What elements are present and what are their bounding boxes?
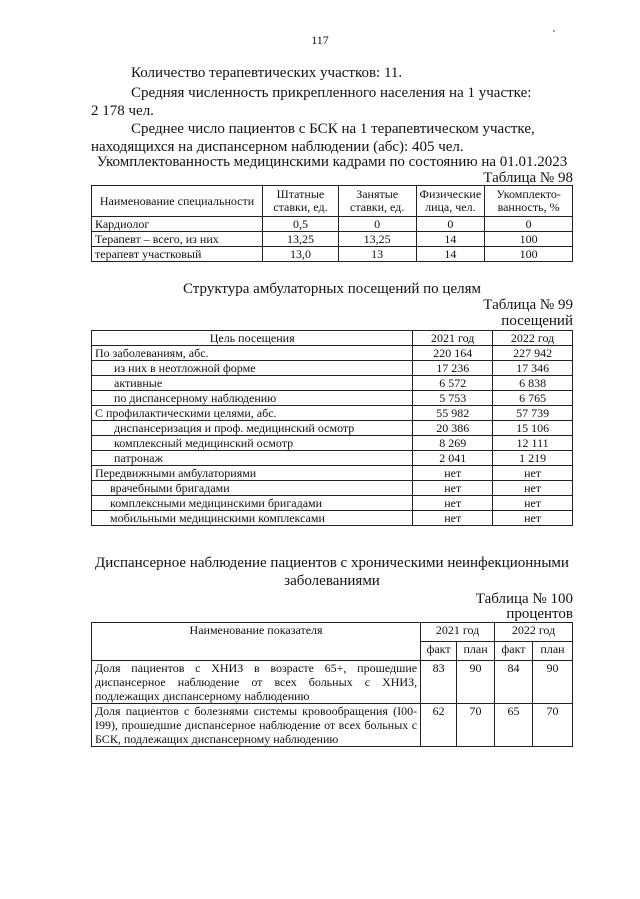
scan-speck	[553, 30, 555, 32]
t98-title: Укомплектованность медицинскими кадрами по состоянию на 01.01.2023	[96, 154, 568, 170]
table-cell: диспансеризация и проф. медицинский осмотр	[92, 421, 413, 436]
t98-label: Таблица № 98	[483, 170, 573, 186]
table-cell: 70	[533, 704, 573, 747]
table-cell: нет	[493, 511, 573, 526]
table-row	[92, 496, 573, 511]
table-cell: 0	[416, 217, 485, 232]
table-cell: Доля пациентов с ХНИЗ в возрасте 65+, прошедшие диспансерное наблюдение от всех больных с ХНИЗ, подлежащих диспансерному наблюдению	[92, 661, 421, 704]
table-cell: нет	[413, 481, 493, 496]
table-cell: 15 106	[493, 421, 573, 436]
table-cell: из них в неотложной форме	[92, 361, 413, 376]
table-cell: 1 219	[493, 451, 573, 466]
table-cell: 5 753	[413, 391, 493, 406]
table-cell: Передвижными амбулаториями	[92, 466, 413, 481]
table-cell: 14	[416, 247, 485, 262]
table-cell: 70	[457, 704, 495, 747]
table-cell: 57 739	[493, 406, 573, 421]
table-row	[92, 481, 573, 496]
table-cell: По заболеваниям, абс.	[92, 346, 413, 361]
table-header-cell: Физические лица, чел.	[416, 186, 485, 217]
table-cell: 13	[338, 247, 416, 262]
intro-line-patients-b: находящихся на диспансерном наблюдении (абс): 405 чел.	[91, 139, 464, 155]
table-cell: 20 386	[413, 421, 493, 436]
table-cell: нет	[493, 496, 573, 511]
intro-line-plots: Количество терапевтических участков: 11.	[131, 65, 403, 81]
table-cell: врачебными бригадами	[92, 481, 413, 496]
table-cell: терапевт участковый	[92, 247, 263, 262]
table-cell: 17 346	[493, 361, 573, 376]
table-header-cell: план	[457, 642, 495, 661]
table-cell: 0	[338, 217, 416, 232]
table-header-cell: Укомплекто-ванность, %	[485, 186, 573, 217]
table-cell: нет	[413, 466, 493, 481]
table-cell: 6 765	[493, 391, 573, 406]
table-row	[92, 247, 573, 262]
table-cell: 0,5	[263, 217, 339, 232]
t99-unit: посещений	[501, 313, 573, 329]
table-row	[92, 451, 573, 466]
table-cell: 220 164	[413, 346, 493, 361]
table-cell: 62	[421, 704, 457, 747]
table-header-row	[92, 623, 573, 642]
intro-line-population-a: Средняя численность прикрепленного населения на 1 участке:	[131, 85, 532, 101]
table-cell: 90	[457, 661, 495, 704]
table-cell: нет	[493, 481, 573, 496]
table-cell: 227 942	[493, 346, 573, 361]
table-header-row	[92, 331, 573, 346]
table-cell: 8 269	[413, 436, 493, 451]
table-header-cell: 2022 год	[493, 331, 573, 346]
table-cell: комплексный медицинский осмотр	[92, 436, 413, 451]
table-cell: комплексными медицинскими бригадами	[92, 496, 413, 511]
table-cell: нет	[413, 496, 493, 511]
t100-unit: процентов	[506, 606, 573, 622]
table-cell: нет	[493, 466, 573, 481]
table-header-cell: 2021 год	[421, 623, 495, 642]
table-row	[92, 361, 573, 376]
table-cell: 12 111	[493, 436, 573, 451]
table-cell: 100	[485, 247, 573, 262]
table-row	[92, 466, 573, 481]
table-row	[92, 436, 573, 451]
page-number: 117	[311, 33, 329, 47]
intro-line-population-b: 2 178 чел.	[91, 103, 154, 119]
table-row	[92, 704, 573, 747]
table-header-cell: Цель посещения	[92, 331, 413, 346]
table-cell: активные	[92, 376, 413, 391]
table-cell: 6 572	[413, 376, 493, 391]
table-cell: 84	[495, 661, 533, 704]
table-header-cell: факт	[421, 642, 457, 661]
table-cell: Терапевт – всего, из них	[92, 232, 263, 247]
visits-table	[91, 330, 573, 526]
table-header-cell: план	[533, 642, 573, 661]
table-row	[92, 217, 573, 232]
table-row	[92, 421, 573, 436]
table-cell: по диспансерному наблюдению	[92, 391, 413, 406]
table-row	[92, 511, 573, 526]
table-row	[92, 376, 573, 391]
table-row	[92, 406, 573, 421]
t100-title-line1: Диспансерное наблюдение пациентов с хроническими неинфекционными	[95, 555, 569, 571]
dispensary-table	[91, 622, 573, 747]
table-cell: 13,25	[338, 232, 416, 247]
table-cell: 100	[485, 232, 573, 247]
table-header-cell: 2022 год	[495, 623, 573, 642]
table-cell: 17 236	[413, 361, 493, 376]
table-cell: 0	[485, 217, 573, 232]
table-header-cell: Наименование специальности	[92, 186, 263, 217]
table-row	[92, 661, 573, 704]
table-cell: 14	[416, 232, 485, 247]
table-row	[92, 346, 573, 361]
table-header-cell: Наименование показателя	[92, 623, 421, 661]
table-row	[92, 232, 573, 247]
table-cell: 90	[533, 661, 573, 704]
table-cell: 13,25	[263, 232, 339, 247]
table-cell: Кардиолог	[92, 217, 263, 232]
table-cell: Доля пациентов с болезнями системы кровообращения (I00-I99), прошедшие диспансерное наблюдение от всех больных с БСК, подлежащих диспансерному наблюдению	[92, 704, 421, 747]
intro-line-patients-a: Среднее число пациентов с БСК на 1 терапевтическом участке,	[131, 121, 535, 137]
table-cell: нет	[413, 511, 493, 526]
table-header-cell: Штатные ставки, ед.	[263, 186, 339, 217]
table-header-cell: 2021 год	[413, 331, 493, 346]
t100-title-line2: заболеваниями	[284, 573, 380, 589]
table-header-row	[92, 186, 573, 217]
table-header-cell: Занятые ставки, ед.	[338, 186, 416, 217]
table-cell: 65	[495, 704, 533, 747]
table-cell: 2 041	[413, 451, 493, 466]
table-header-cell: факт	[495, 642, 533, 661]
t100-label: Таблица № 100	[475, 591, 573, 607]
table-cell: 83	[421, 661, 457, 704]
table-cell: патронаж	[92, 451, 413, 466]
table-row	[92, 391, 573, 406]
t99-label: Таблица № 99	[483, 297, 573, 313]
staffing-table	[91, 185, 573, 262]
table-cell: 55 982	[413, 406, 493, 421]
table-cell: мобильными медицинскими комплексами	[92, 511, 413, 526]
table-cell: С профилактическими целями, абс.	[92, 406, 413, 421]
table-cell: 6 838	[493, 376, 573, 391]
table-cell: 13,0	[263, 247, 339, 262]
t99-title: Структура амбулаторных посещений по целям	[182, 281, 481, 297]
